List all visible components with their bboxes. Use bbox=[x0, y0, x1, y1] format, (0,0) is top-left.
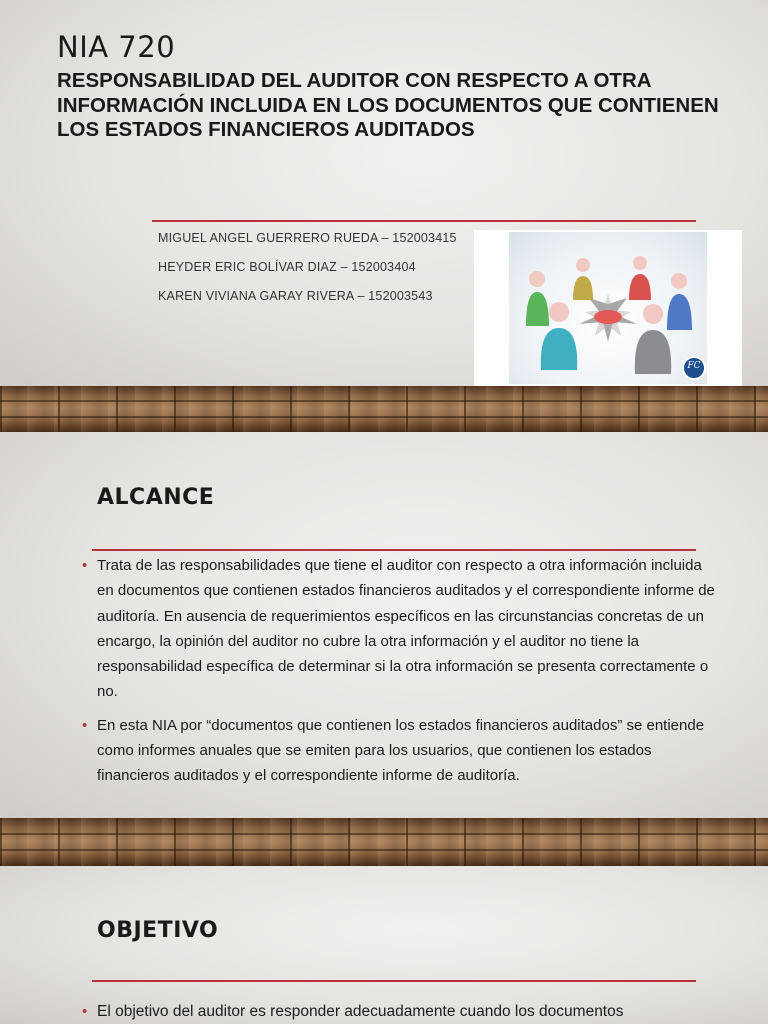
author-line: KAREN VIVIANA GARAY RIVERA – 152003543 bbox=[158, 289, 433, 303]
list-item bbox=[82, 999, 742, 1024]
bullet-text: Trata de las responsabilidades que tiene el auditor con respecto a otra información incluida en documentos que contienen estados financieros auditados y el correspondiente informe de auditoría. En ausencia de requerimientos específicos en las circunstancias concretas de un encargo, la opinión del auditor no cubre la otra información y el auditor no tiene la responsabilidad específica de determinar si la otra información se presenta correctamente o no. bbox=[97, 557, 715, 701]
divider-rule bbox=[152, 220, 696, 222]
author-line: HEYDER ERIC BOLÍVAR DIAZ – 152003404 bbox=[158, 260, 416, 274]
slide-title: NIA 720 bbox=[57, 30, 176, 64]
scope-slide bbox=[0, 432, 768, 818]
bullet-dot-icon: • bbox=[82, 557, 88, 574]
logo-text: FC bbox=[687, 361, 701, 371]
objective-slide bbox=[0, 866, 768, 1024]
list-item bbox=[82, 713, 722, 789]
bullet-text: El objetivo del auditor es responder adecuadamente cuando los documentos bbox=[97, 1003, 624, 1020]
wood-floor-divider bbox=[0, 386, 768, 432]
figure-grey bbox=[635, 304, 671, 374]
wood-floor-divider bbox=[0, 818, 768, 866]
bullet-dot-icon: • bbox=[82, 1003, 88, 1020]
bullet-list bbox=[82, 553, 722, 797]
bullet-text: En esta NIA por “documentos que contienen los estados financieros auditados” se entiende como informes anuales que se emiten para los usuarios, que contienen los estados financieros auditados y el correspondiente informe de auditoría. bbox=[97, 716, 705, 785]
figure-yellow bbox=[573, 258, 593, 300]
section-title: OBJETIVO bbox=[97, 918, 219, 943]
figure-red bbox=[629, 256, 651, 300]
author-line: MIGUEL ANGEL GUERRERO RUEDA – 152003415 bbox=[158, 231, 457, 245]
divider-rule bbox=[92, 549, 696, 551]
figure-green bbox=[526, 271, 549, 326]
star-table bbox=[579, 294, 637, 342]
bullet-list bbox=[82, 999, 742, 1024]
divider-rule bbox=[92, 980, 696, 982]
people-around-table-icon bbox=[509, 232, 707, 384]
section-title: ALCANCE bbox=[97, 485, 215, 510]
team-image bbox=[474, 230, 742, 386]
title-slide bbox=[0, 0, 768, 386]
figure-blue bbox=[667, 273, 692, 330]
slide-subtitle: RESPONSABILIDAD DEL AUDITOR CON RESPECTO A OTRA INFORMACIÓN INCLUIDA EN LOS DOCUMENTOS QUE CONTIENEN LOS ESTADOS FINANCIEROS AUDITADOS bbox=[57, 69, 719, 141]
list-item bbox=[82, 553, 722, 705]
team-illustration bbox=[509, 232, 707, 384]
bullet-dot-icon: • bbox=[82, 716, 88, 734]
